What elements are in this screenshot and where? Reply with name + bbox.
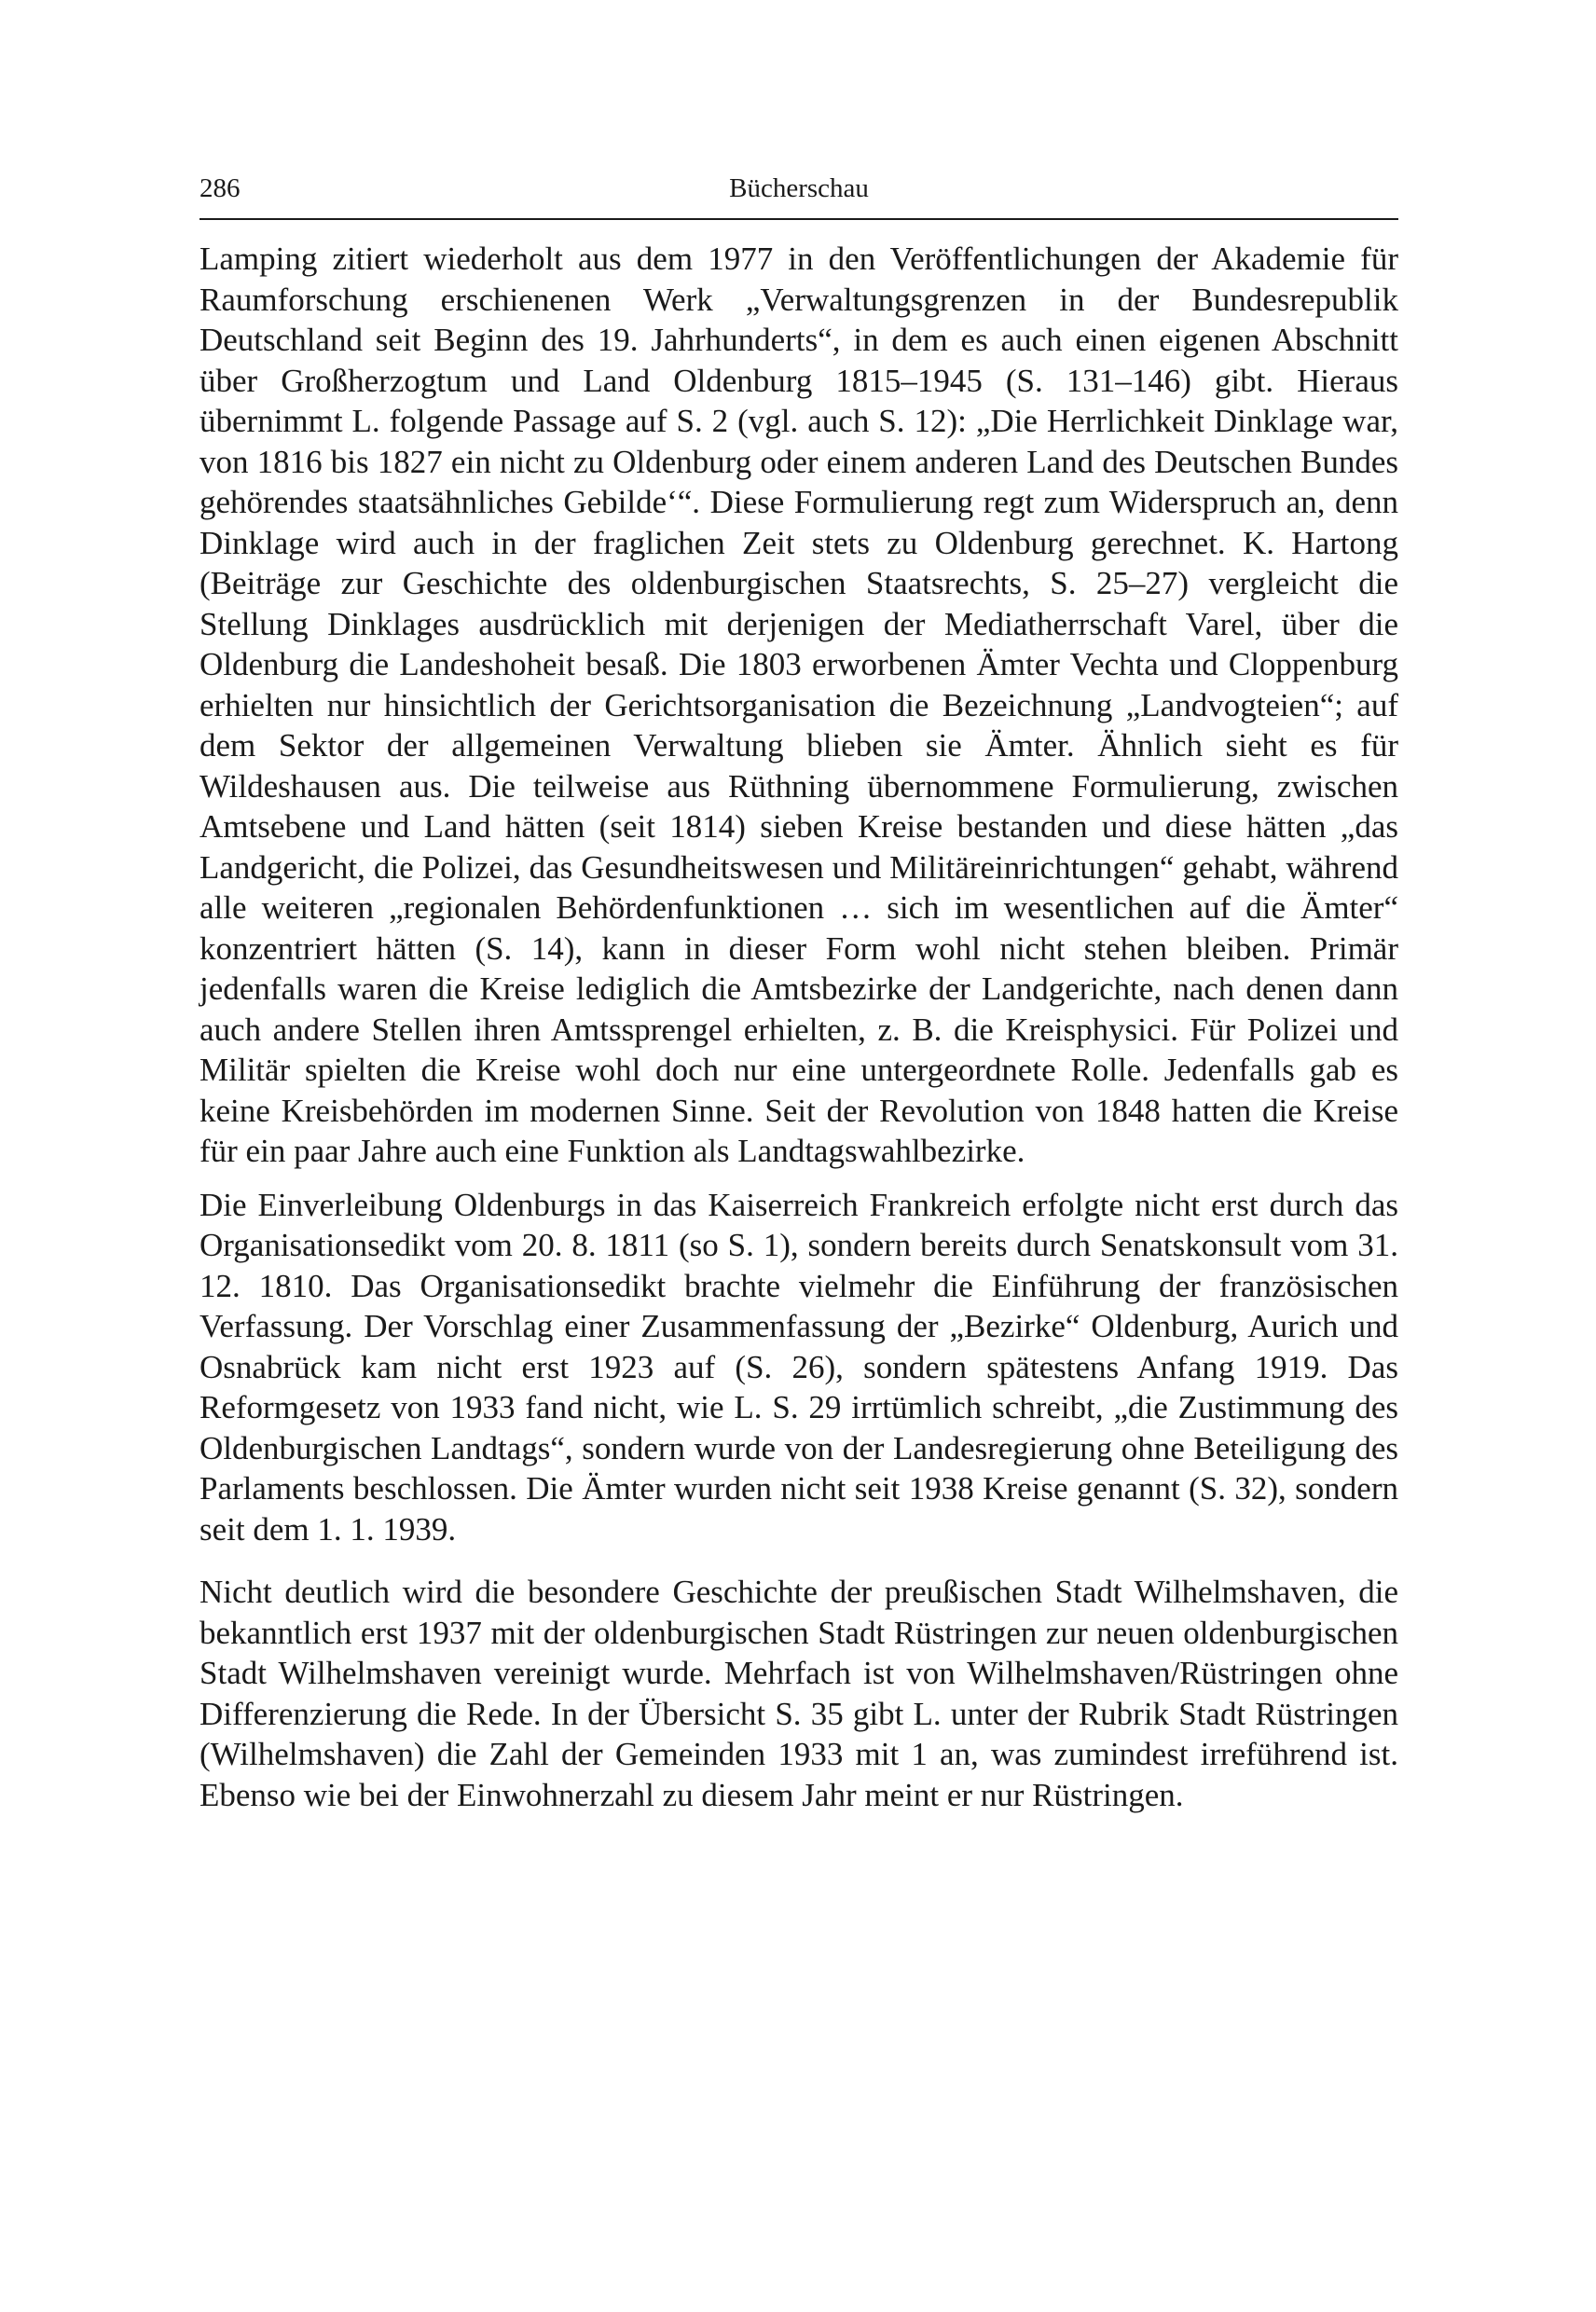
running-head — [200, 166, 1398, 211]
paragraph-3: Nicht deutlich wird die besondere Geschichte der preußischen Stadt Wilhelmshaven, die bekanntlich erst 1937 mit der oldenburgischen Stadt Rüstringen zur neuen oldenburgischen Stadt Wilhelmshaven vereinigt wurde. Mehrfach ist von Wilhelmshaven/Rüstringen ohne Differenzierung die Rede. In der Übersicht S. 35 gibt L. unter der Rubrik Stadt Rüstringen (Wilhelmshaven) die Zahl der Gemeinden 1933 mit 1 an, was zumindest irreführend ist. Ebenso wie bei der Einwohnerzahl zu diesem Jahr meint er nur Rüstringen. — [200, 1574, 1398, 1813]
paragraph-2: Die Einverleibung Oldenburgs in das Kaiserreich Frankreich erfolgte nicht erst durch das Organisationsedikt vom 20. 8. 1811 (so S. 1), sondern bereits durch Senatskonsult vom 31. 12. 1810. Das Organisationsedikt brachte vielmehr die Einführung der französischen Verfassung. Der Vorschlag einer Zusammenfassung der „Bezirke“ Oldenburg, Aurich und Osnabrück kam nicht erst 1923 auf (S. 26), sondern spätestens Anfang 1919. Das Reformgesetz von 1933 fand nicht, wie L. S. 29 irrtümlich schreibt, „die Zustimmung des Oldenburgischen Landtags“, sondern wurde von der Landesregierung ohne Beteiligung des Parlaments beschlossen. Die Ämter wurden nicht seit 1938 Kreise genannt (S. 32), sondern seit dem 1. 1. 1939. — [200, 1186, 1398, 1548]
paragraph-1: Lamping zitiert wiederholt aus dem 1977 in den Veröffentlichungen der Akademie für Raumforschung erschienenen Werk „Verwaltungsgrenzen in der Bundesrepublik Deutschland seit Beginn des 19. Jahrhunderts“, in dem es auch einen eigenen Abschnitt über Großherzogtum und Land Oldenburg 1815–1945 (S. 131–146) gibt. Hieraus übernimmt L. folgende Passage auf S. 2 (vgl. auch S. 12): „Die Herrlichkeit Dinklage war, von 1816 bis 1827 ein nicht zu Oldenburg oder einem anderen Land des Deutschen Bundes gehörendes staatsähnliches Gebilde‘“. Diese Formulierung regt zum Widerspruch an, denn Dinklage wird auch in der fraglichen Zeit stets zu Oldenburg gerechnet. K. Hartong (Beiträge zur Geschichte des oldenburgischen Staatsrechts, S. 25–27) vergleicht die Stellung Dinklages ausdrücklich mit derjenigen der Mediatherrschaft Varel, über die Oldenburg die Landeshoheit besaß. Die 1803 erworbenen Ämter Vechta und Cloppenburg erhielten nur hinsichtlich der Gerichtsorganisation die Bezeichnung „Landvogteien“; auf dem Sektor der allgemeinen Verwaltung blieben sie Ämter. Ähnlich sieht es für Wildeshausen aus. Die teilweise aus Rüthning übernommene Formulierung, zwischen Amtsebene und Land hätten (seit 1814) sieben Kreise bestanden und diese hätten „das Landgericht, die Polizei, das Gesundheitswesen und Militäreinrichtungen“ gehabt, während alle weiteren „regionalen Behördenfunktionen … sich im wesentlichen auf die Ämter“ konzentriert hätten (S. 14), kann in dieser Form wohl nicht stehen bleiben. Primär jedenfalls waren die Kreise lediglich die Amtsbezirke der Landgerichte, nach denen dann auch andere Stellen ihren Amtssprengel erhielten, z. B. die Kreisphysici. Für Polizei und Militär spielten die Kreise wohl doch nur eine untergeordnete Rolle. Jedenfalls gab es keine Kreisbehörden im modernen Sinne. Seit der Revolution von 1848 hatten die Kreise für ein paar Jahre auch eine Funktion als Landtagswahlbezirke. — [200, 241, 1398, 1169]
running-title: Bücherschau — [729, 173, 869, 203]
page-number: 286 — [200, 173, 241, 203]
page — [200, 166, 1398, 1815]
header-rule — [200, 218, 1398, 220]
